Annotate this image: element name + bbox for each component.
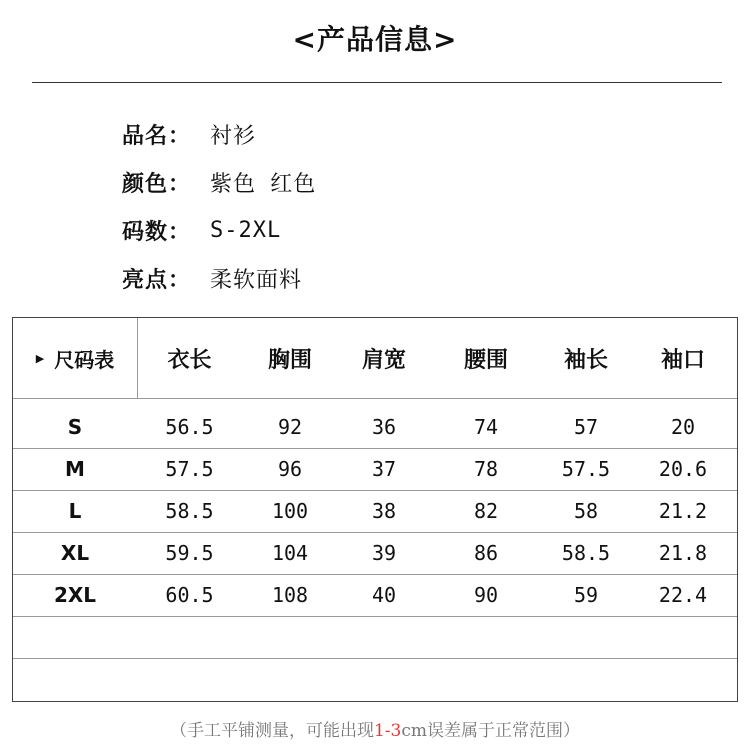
note-text-after: cm误差属于正常范围） (401, 721, 581, 741)
info-key-size: 码数： (122, 219, 192, 245)
table-cell: 20 (670, 415, 696, 439)
table-cell: 39 (371, 541, 397, 565)
table-cell: 36 (371, 415, 397, 439)
table-row (13, 574, 737, 616)
table-cell: 86 (473, 541, 499, 565)
table-cell: 38 (371, 499, 397, 523)
table-row (13, 532, 737, 574)
info-value-name: 衬衫 (210, 123, 257, 149)
note-highlight: 1-3 (373, 721, 402, 741)
table-cell: 57.5 (165, 457, 214, 481)
table-cell: 57 (573, 415, 599, 439)
table-cell: 60.5 (165, 583, 214, 607)
size-table-header (13, 318, 737, 398)
info-row-size (122, 206, 316, 254)
table-cell: 40 (371, 583, 397, 607)
info-key-name: 品名： (122, 123, 192, 149)
info-key-color: 颜色： (122, 171, 192, 197)
size-chart-label: 尺码表 (54, 347, 115, 372)
table-cell: 100 (271, 499, 309, 523)
column-header: 袖口 (660, 347, 705, 373)
info-row-name (122, 110, 316, 158)
row-divider (13, 616, 737, 617)
table-row (13, 406, 737, 448)
table-cell: 59 (573, 583, 599, 607)
size-table (12, 317, 738, 702)
table-cell: 92 (277, 415, 303, 439)
info-value-color: 紫色 红色 (210, 171, 317, 197)
size-label-cell: XL (60, 541, 90, 565)
size-chart-corner (13, 318, 137, 398)
table-cell: 58 (573, 499, 599, 523)
table-cell: 59.5 (165, 541, 214, 565)
table-row (13, 448, 737, 490)
info-key-highlight: 亮点： (122, 267, 192, 293)
title-divider (32, 82, 722, 83)
info-row-color (122, 158, 316, 206)
size-label-cell: 2XL (53, 583, 97, 607)
table-cell: 96 (277, 457, 303, 481)
product-info-list (122, 110, 316, 302)
table-cell: 20.6 (658, 457, 708, 481)
row-divider (13, 398, 737, 399)
triangle-right-icon: ▶ (35, 351, 45, 365)
size-label-cell: M (65, 457, 85, 481)
table-cell: 74 (473, 415, 499, 439)
column-header: 腰围 (463, 347, 508, 373)
column-header: 肩宽 (361, 347, 406, 373)
info-value-highlight: 柔软面料 (210, 267, 303, 293)
column-header: 衣长 (167, 347, 212, 373)
info-value-size: S-2XL (210, 217, 282, 243)
size-label-cell: S (67, 415, 83, 439)
page-title: <产品信息> (292, 23, 458, 56)
measurement-note (0, 716, 750, 741)
column-header: 袖长 (563, 347, 608, 373)
table-row (13, 490, 737, 532)
table-cell: 56.5 (165, 415, 214, 439)
table-cell: 22.4 (658, 583, 708, 607)
table-cell: 104 (271, 541, 309, 565)
table-cell: 58.5 (561, 541, 611, 565)
column-header: 胸围 (267, 347, 312, 373)
table-cell: 37 (371, 457, 397, 481)
note-text-before: （手工平铺测量，可能出现 (169, 721, 374, 741)
table-cell: 21.2 (658, 499, 708, 523)
size-label-cell: L (68, 499, 82, 523)
table-cell: 108 (271, 583, 309, 607)
table-cell: 21.8 (658, 541, 708, 565)
table-cell: 58.5 (165, 499, 214, 523)
table-cell: 57.5 (561, 457, 611, 481)
row-divider (13, 658, 737, 659)
info-row-highlight (122, 254, 316, 302)
table-cell: 90 (473, 583, 499, 607)
table-cell: 78 (473, 457, 499, 481)
table-cell: 82 (473, 499, 499, 523)
